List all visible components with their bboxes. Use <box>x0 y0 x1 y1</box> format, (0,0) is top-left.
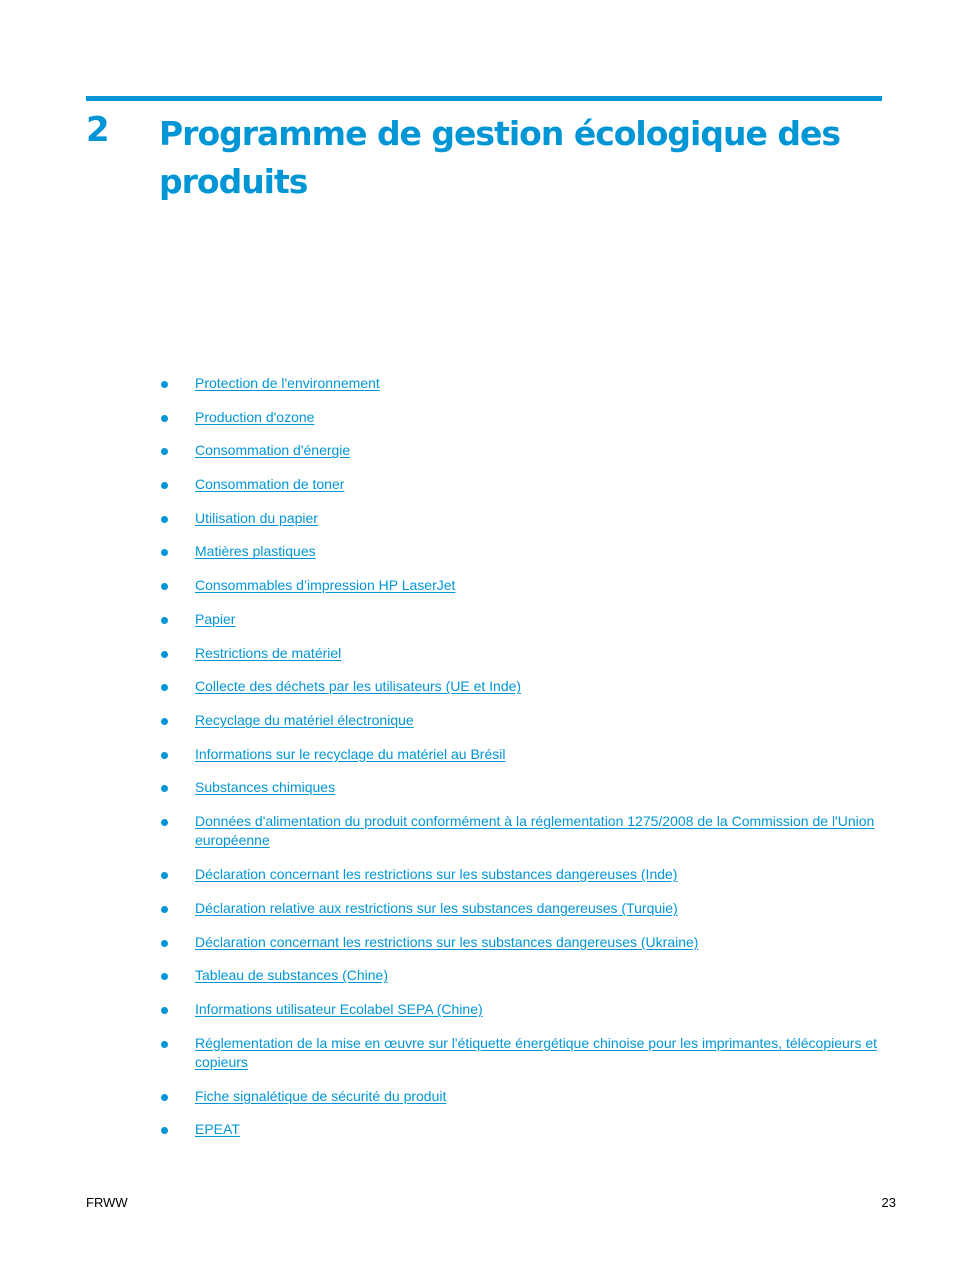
list-item <box>0 542 954 562</box>
chapter-title: Programme de gestion écologique des produits <box>159 114 840 201</box>
toc-link[interactable]: Déclaration concernant les restrictions sur les substances dangereuses (Inde) <box>195 866 678 883</box>
bullet-icon <box>161 448 168 455</box>
list-item <box>0 812 954 851</box>
toc-link[interactable]: Fiche signalétique de sécurité du produit <box>195 1087 447 1104</box>
table-of-contents <box>0 374 954 1154</box>
bullet-icon <box>161 1094 168 1101</box>
list-item <box>0 1000 954 1020</box>
bullet-icon <box>161 785 168 792</box>
list-item <box>0 899 954 919</box>
chapter-rule <box>86 96 882 101</box>
bullet-icon <box>161 973 168 980</box>
toc-link[interactable]: Substances chimiques <box>195 779 336 796</box>
list-item <box>0 441 954 461</box>
bullet-icon <box>161 583 168 590</box>
toc-link[interactable]: Informations utilisateur Ecolabel SEPA (Chine) <box>195 1000 483 1017</box>
bullet-icon <box>161 684 168 691</box>
bullet-icon <box>161 549 168 556</box>
bullet-icon <box>161 1041 168 1048</box>
toc-link[interactable]: Consommables d’impression HP LaserJet <box>195 577 456 594</box>
toc-link[interactable]: Matières plastiques <box>195 543 316 560</box>
list-item <box>0 677 954 697</box>
toc-link[interactable]: Déclaration concernant les restrictions sur les substances dangereuses (Ukraine) <box>195 933 699 950</box>
list-item <box>0 644 954 664</box>
bullet-icon <box>161 906 168 913</box>
bullet-icon <box>161 381 168 388</box>
list-item <box>0 778 954 798</box>
page-number: 23 <box>881 1195 896 1210</box>
footer-label: FRWW <box>86 1195 128 1210</box>
bullet-icon <box>161 819 168 826</box>
list-item <box>0 475 954 495</box>
bullet-icon <box>161 1007 168 1014</box>
list-item <box>0 966 954 986</box>
list-item <box>0 933 954 953</box>
list-item <box>0 509 954 529</box>
toc-link[interactable]: EPEAT <box>195 1121 240 1138</box>
toc-link[interactable]: Réglementation de la mise en œuvre sur l'étiquette énergétique chinoise pour les imprimantes, télécopieurs et copieurs <box>195 1034 878 1071</box>
toc-link[interactable]: Collecte des déchets par les utilisateurs (UE et Inde) <box>195 678 522 695</box>
toc-link[interactable]: Consommation de toner <box>195 476 345 493</box>
list-item <box>0 374 954 394</box>
list-item <box>0 1034 954 1073</box>
list-item <box>0 1087 954 1107</box>
bullet-icon <box>161 415 168 422</box>
list-item <box>0 576 954 596</box>
bullet-icon <box>161 651 168 658</box>
toc-link[interactable]: Production d'ozone <box>195 408 315 425</box>
toc-link[interactable]: Déclaration relative aux restrictions sur les substances dangereuses (Turquie) <box>195 899 678 916</box>
list-item <box>0 711 954 731</box>
toc-link[interactable]: Papier <box>195 610 236 627</box>
bullet-icon <box>161 752 168 759</box>
bullet-icon <box>161 872 168 879</box>
toc-link[interactable]: Utilisation du papier <box>195 509 318 526</box>
bullet-icon <box>161 617 168 624</box>
toc-link[interactable]: Protection de l'environnement <box>195 375 380 391</box>
chapter-number: 2 <box>86 110 110 150</box>
bullet-icon <box>161 718 168 725</box>
toc-link[interactable]: Tableau de substances (Chine) <box>195 967 389 984</box>
list-item <box>0 408 954 428</box>
toc-link[interactable]: Informations sur le recyclage du matériel au Brésil <box>195 745 506 762</box>
list-item <box>0 1120 954 1140</box>
toc-link[interactable]: Recyclage du matériel électronique <box>195 711 414 728</box>
bullet-icon <box>161 1127 168 1134</box>
list-item <box>0 610 954 630</box>
toc-link[interactable]: Données d'alimentation du produit conformément à la réglementation 1275/2008 de la Commission de l'Union européenne <box>195 812 875 849</box>
bullet-icon <box>161 940 168 947</box>
toc-link[interactable]: Consommation d'énergie <box>195 442 351 459</box>
list-item <box>0 745 954 765</box>
bullet-icon <box>161 516 168 523</box>
list-item <box>0 865 954 885</box>
bullet-icon <box>161 482 168 489</box>
toc-link[interactable]: Restrictions de matériel <box>195 644 342 661</box>
